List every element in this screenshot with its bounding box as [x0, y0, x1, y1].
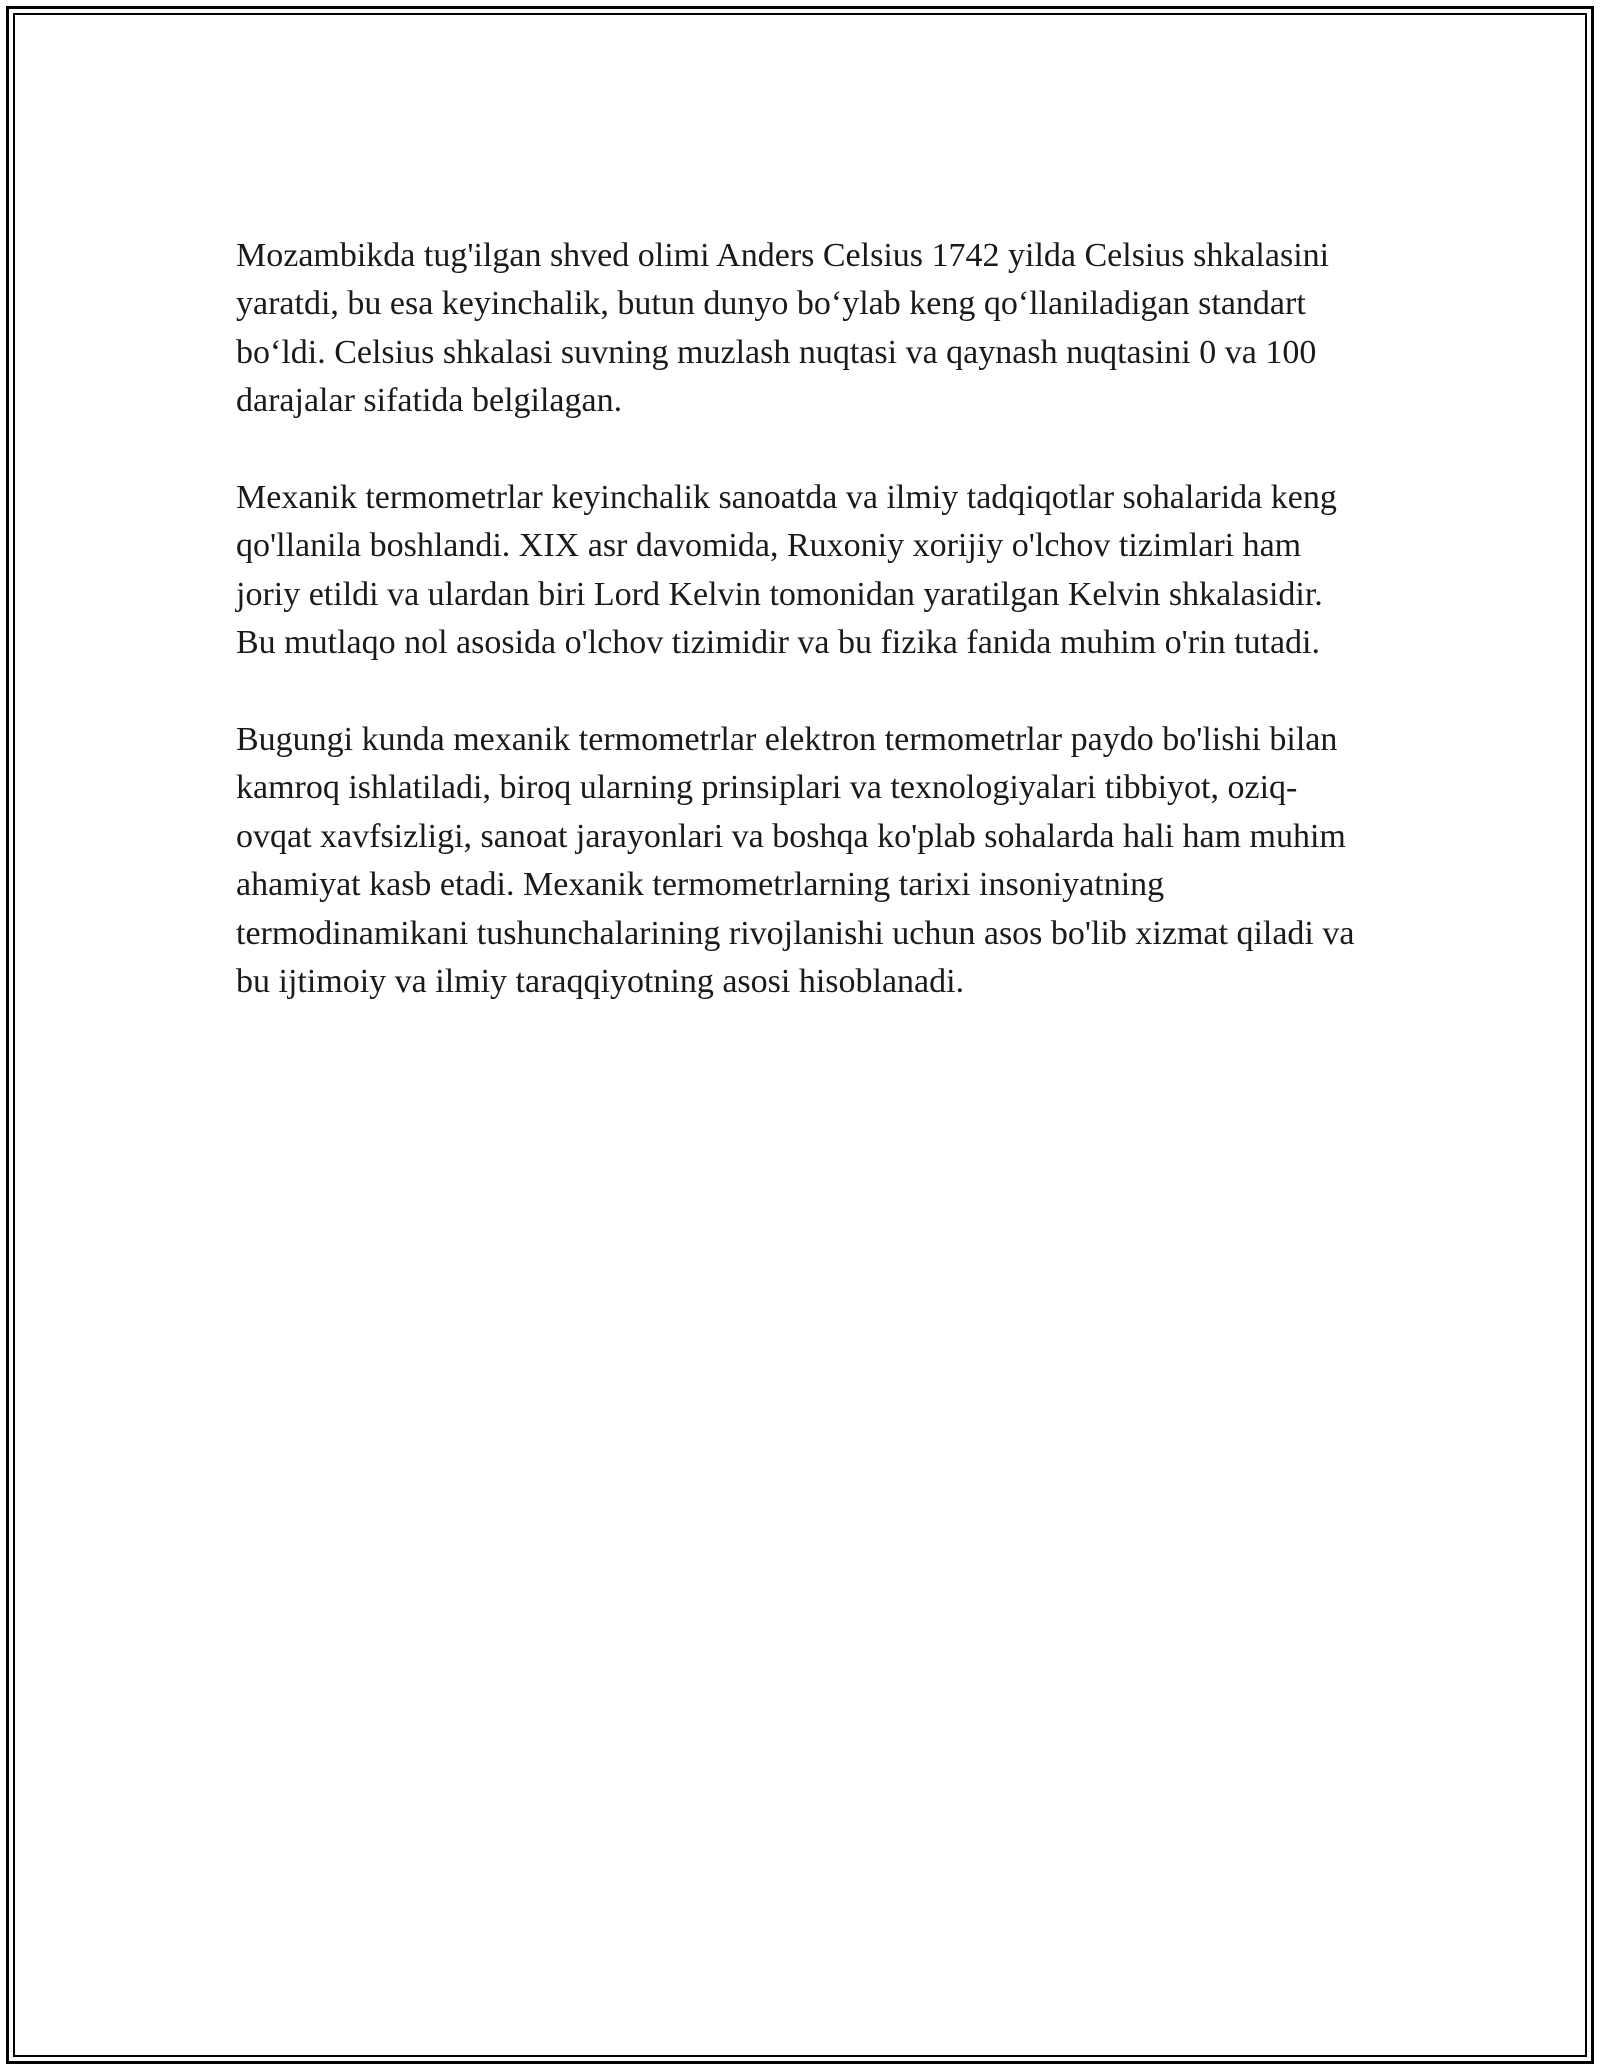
document-body [236, 232, 1366, 1055]
paragraph-3: Bugungi kunda mexanik termometrlar elektron termometrlar paydo bo'lishi bilan kamroq ishlatiladi, biroq ularning prinsiplari va texnologiyalari tibbiyot, oziq-ovqat xavfsizligi, sanoat jarayonlari va boshqa ko'plab sohalarda hali ham muhim ahamiyat kasb etadi. Mexanik termometrlarning tarixi insoniyatning termodinamikani tushunchalarining rivojlanishi uchun asos bo'lib xizmat qiladi va bu ijtimoiy va ilmiy taraqqiyotning asosi hisoblanadi. [236, 721, 1355, 1001]
paragraph-2: Mexanik termometrlar keyinchalik sanoatda va ilmiy tadqiqotlar sohalarida keng qo'llanila boshlandi. XIX asr davomida, Ruxoniy xorijiy o'lchov tizimlari ham joriy etildi va ulardan biri Lord Kelvin tomonidan yaratilgan Kelvin shkalasidir. Bu mutlaqo nol asosida o'lchov tizimidir va bu fizika fanida muhim o'rin tutadi. [236, 479, 1337, 662]
paragraph-1: Mozambikda tug'ilgan shved olimi Anders Celsius 1742 yilda Celsius shkalasini yaratdi, bu esa keyinchalik, butun dunyo bo‘ylab keng qo‘llaniladigan standart bo‘ldi. Celsius shkalasi suvning muzlash nuqtasi va qaynash nuqtasini 0 va 100 darajalar sifatida belgilagan. [236, 237, 1330, 420]
